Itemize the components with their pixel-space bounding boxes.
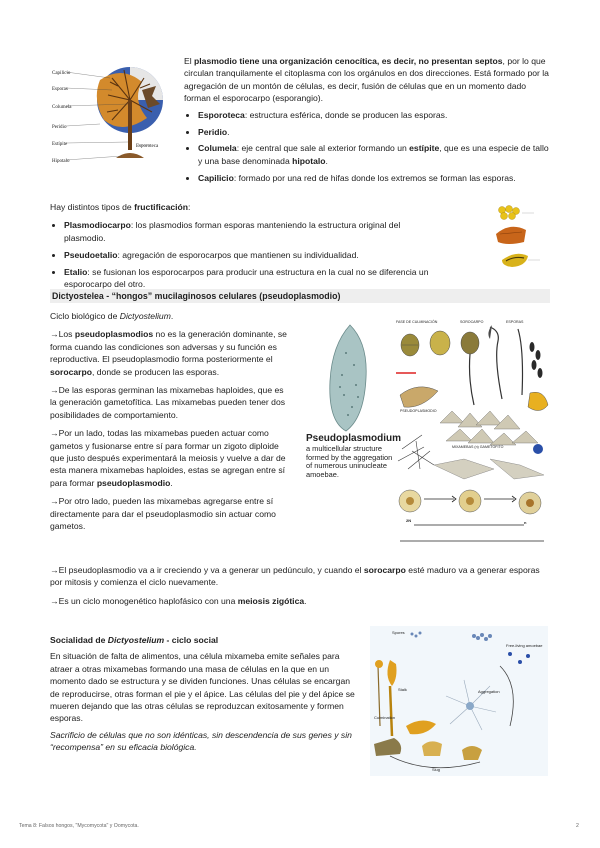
fructification-types-list — [50, 219, 442, 290]
text-run: meiosis zigótica — [237, 595, 305, 606]
text-run: fructificación — [134, 202, 189, 212]
text-run: no es la generación dominante, se forma cuando las condiciones son adversas y su función es reproductiva. El pseudoplasmodio forma posteriormente el — [50, 329, 287, 365]
fructification-block — [50, 201, 442, 295]
label-2n: 2N — [406, 518, 412, 523]
label-esporas: Esporas — [52, 87, 68, 92]
pseudoplasmodium-figure — [306, 323, 402, 483]
cycle-conclusion-block — [50, 564, 550, 607]
dictyostelea-header: Dictyostelea - “hongos” mucilaginosos celulares (pseudoplasmodio) — [50, 289, 550, 303]
list-item — [64, 219, 442, 244]
pseudoplasmodium-title: Pseudoplasmodium — [306, 433, 402, 444]
text-run: : formado por una red de hifas donde los extremos se forman las esporas. — [233, 172, 516, 183]
list-item — [198, 109, 554, 121]
list-item — [64, 266, 442, 291]
cycle-paragraph — [50, 427, 290, 489]
text-run: Esporoteca — [198, 109, 245, 120]
text-run: Capilicio — [198, 172, 234, 183]
social-body: En situación de falta de alimentos, una célula mixameba emite señales para atraer a otras mixamebas formando una masa de células en la que en un momento dado se estructura y se dividen funciones. Unas células se encargan de reproducirse, otras forman el pie y el ápice. Las células del pie y del ápice se mueren dejando que las otras células se reproduzcan exitosamente y formen esporas. — [50, 651, 355, 724]
social-cycle-figure — [370, 626, 548, 776]
text-run: →Es un ciclo monogenético haplofásico con una — [50, 595, 238, 606]
sporangium-parts-list — [184, 109, 554, 185]
list-item — [64, 249, 442, 261]
life-cycle-diagram — [394, 319, 552, 545]
text-run: . — [227, 126, 230, 137]
social-title-species: Dictyostelium — [107, 635, 165, 645]
label-hipotalo: Hipotalo — [52, 159, 70, 164]
subtitle-species: Dictyostelium — [119, 311, 171, 321]
fructification-intro — [50, 201, 442, 213]
social-title-plain: Socialidad de — [50, 635, 108, 645]
label-pseudoplasmodio: PSEUDOPLASMODIO — [400, 409, 437, 413]
text-run: sorocarpo — [363, 565, 406, 575]
text-run: hipotalo — [292, 155, 326, 166]
social-cycle-block — [50, 634, 355, 754]
plasmodium-intro — [184, 55, 554, 105]
text-run: pseudoplasmodios — [74, 329, 154, 340]
cycle-paragraph — [50, 384, 290, 421]
label-stalk: Stalk — [398, 687, 407, 692]
text-run: Etalio — [64, 266, 88, 277]
text-run: →El pseudoplasmodio va a ir creciendo y va a generar un pedúnculo, y cuando el — [50, 565, 364, 575]
label-columela: Columela — [52, 105, 72, 110]
text-run: : eje central que sale al exterior formando un — [236, 143, 410, 154]
cycle-paragraph — [50, 328, 290, 378]
list-item — [198, 172, 554, 184]
sporangium-figure — [52, 60, 170, 172]
label-n: n — [524, 520, 527, 525]
text-run: →Por otro lado, pueden las mixamebas agregarse entre sí directamente para dar el pseudoplasmodio sin actuar como gametos. — [50, 496, 276, 532]
label-aggregation: Aggregation — [478, 689, 500, 694]
text-run: : estructura esférica, donde se producen las esporas. — [244, 109, 448, 120]
label-peridio: Peridio — [52, 125, 67, 130]
label-culmination: Culmination — [374, 715, 396, 720]
social-note: Sacrificio de células que no son idénticas, sin descendencia de sus genes y sin “recompensa” en su eficacia biológica. — [50, 729, 352, 753]
label-culminacion: FASE DE CULMINACIÓN — [396, 320, 438, 324]
text-run: →Por un lado, todas las mixamebas pueden actuar como gametos y fusionarse entre sí para formar un zigoto diploide que justo después experimentará la meiosis y vuelve a dar de esta manera mixamebas haploides, estas se agregan entre sí para formar — [50, 428, 286, 488]
text-run: , por lo que circulan tranquilamente el citoplasma con los orgánulos en dos direcciones. Está formado por la agregación de un montón de células, es decir, fusión de células que en un momento dado forman el esporocarpo (esporangio). — [184, 56, 549, 104]
text-run: . — [304, 595, 307, 606]
dictyostelium-text-block — [50, 310, 290, 533]
text-run: : se fusionan los esporocarpos para producir una estructura en la cual no se diferencia un esporocarpo del otro. — [64, 266, 429, 290]
text-run: Peridio — [198, 126, 228, 137]
label-slug: Slug — [432, 767, 441, 772]
text-run: →De las esporas germinan las mixamebas haploides, que es la generación gametofítica. Las mixamebas pueden tener dos posibilidades de comportamiento. — [50, 385, 286, 420]
text-run: esté maduro va a generar esporas por mitosis y comienza el ciclo nuevamente. — [50, 565, 540, 588]
pseudoplasmodium-caption: a multicellular structure formed by the aggregation of numerous uninucleate amoebae. — [306, 444, 393, 479]
label-mixamebas: MIXAMEBAS (n) GAMETOFITO — [452, 445, 504, 449]
text-run: El — [184, 56, 195, 66]
label-estipite: Estípite — [52, 142, 68, 147]
social-title — [50, 634, 355, 646]
text-run: : agregación de esporocarpos que mantienen su individualidad. — [117, 249, 359, 260]
text-run: , donde se producen las esporas. — [92, 366, 220, 377]
cycle-conclusion — [50, 595, 550, 607]
text-run: pseudoplasmodio — [96, 477, 171, 488]
footer-course-title: Tema 8: Falsos hongos, "Mycomycota" y Oomycota. — [19, 823, 139, 829]
text-run: Hay distintos tipos de — [50, 202, 135, 212]
cycle-paragraph — [50, 495, 290, 532]
list-item — [198, 142, 554, 167]
text-run: : — [188, 202, 191, 212]
subtitle-end: . — [170, 311, 174, 321]
text-run: Pseudoetalio — [64, 249, 118, 260]
label-capilicio: Capilicio — [52, 71, 71, 76]
text-run: : los plasmodios forman esporas manteniendo la estructura original del plasmodio. — [64, 220, 401, 243]
text-run: , que es una especie de tallo y una base denominada — [198, 143, 549, 166]
text-run: Columela — [198, 143, 237, 154]
text-run: →Los — [50, 329, 75, 340]
text-run: . — [325, 155, 328, 166]
text-run: Plasmodiocarpo — [64, 220, 131, 231]
label-free-living-amoebae: Free-living amoebae — [506, 643, 543, 648]
top-text-block — [184, 55, 554, 189]
text-run: sorocarpo — [50, 366, 93, 377]
list-item — [198, 126, 554, 138]
page-number: 2 — [576, 823, 579, 829]
subtitle-plain: Ciclo biológico de — [50, 311, 120, 321]
label-sorocarpo: SOROCARPO — [460, 320, 484, 324]
label-esporas: ESPORAS — [506, 320, 524, 324]
text-run: . — [170, 477, 173, 488]
label-esporoteca: Esporoteca — [136, 144, 159, 149]
life-cycle-subtitle — [50, 310, 290, 322]
cycle-conclusion — [50, 564, 550, 589]
social-title-end: - ciclo social — [164, 635, 219, 645]
text-run: plasmodio tiene una organización cenocítica, es decir, no presentan septos — [194, 56, 503, 66]
fructification-images — [494, 204, 552, 274]
label-spores: Spores — [392, 630, 405, 635]
text-run: estípite — [409, 143, 440, 154]
